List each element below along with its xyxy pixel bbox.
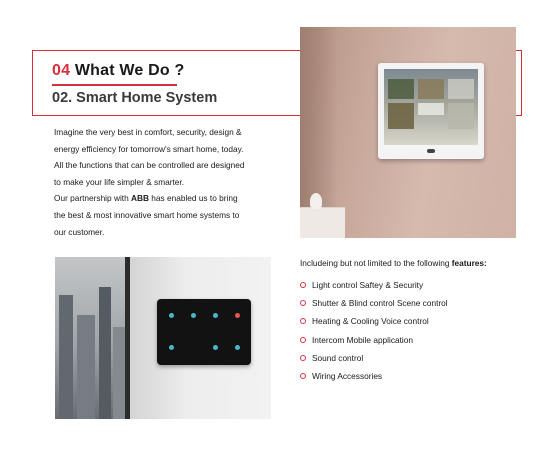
feature-item	[300, 367, 448, 385]
intro-line: to make your life simpler & smarter.	[54, 176, 185, 187]
feature-item	[300, 294, 448, 312]
feature-item	[300, 331, 448, 349]
feature-item	[300, 349, 448, 367]
fan-icon	[213, 313, 218, 318]
window-view	[55, 257, 125, 419]
section-subheading: 02. Smart Home System	[52, 90, 218, 106]
bullet-circle-icon	[300, 300, 306, 306]
screen-tile	[448, 103, 474, 129]
partner-brand: ABB	[131, 193, 149, 204]
panel-screen	[384, 69, 478, 145]
section-title: What We Do ?	[70, 62, 185, 79]
feature-label: Intercom Mobile application	[312, 334, 413, 345]
feature-label: Sound control	[312, 352, 364, 363]
screen-tile	[388, 103, 414, 129]
vase	[310, 193, 322, 209]
intro-line: Imagine the very best in comfort, security, design &	[54, 127, 242, 137]
bullet-circle-icon	[300, 282, 306, 288]
section-number: 04	[52, 62, 71, 79]
wall-panel-photo	[300, 27, 516, 238]
bullet-circle-icon	[300, 318, 306, 324]
panel-button	[427, 149, 435, 153]
screen-tile	[388, 79, 414, 99]
partnership-line	[54, 190, 288, 207]
settings-icon	[235, 345, 240, 350]
heading-underline	[52, 84, 177, 86]
partnership-line: the best & most innovative smart home systems to	[54, 209, 240, 220]
partnership-text: Our partnership with	[54, 193, 132, 204]
feature-label: Shutter & Blind control Scene control	[312, 298, 448, 309]
building	[113, 327, 125, 419]
scene-icon	[169, 345, 174, 350]
partnership-text: has enabled us to bring	[149, 193, 238, 204]
section-heading	[52, 62, 185, 80]
screen-tile	[418, 103, 444, 115]
touch-switch-panel	[157, 299, 251, 365]
building	[59, 295, 73, 419]
features-intro-bold: features:	[451, 258, 487, 268]
heating-icon	[235, 313, 240, 318]
cabinet	[300, 207, 345, 238]
wall-touch-panel	[378, 63, 484, 159]
intro-line: All the functions that can be controlled are designed	[54, 160, 245, 171]
bullet-circle-icon	[300, 337, 306, 343]
building	[99, 287, 111, 419]
partnership-line: our customer.	[54, 226, 105, 237]
features-intro	[300, 258, 487, 268]
bullet-circle-icon	[300, 373, 306, 379]
screen-tile	[448, 79, 474, 99]
feature-list	[300, 276, 448, 385]
feature-label: Light control Saftey & Security	[312, 280, 424, 290]
feature-item	[300, 312, 448, 330]
feature-item	[300, 276, 448, 294]
intro-paragraph	[54, 124, 288, 240]
building	[77, 315, 95, 419]
blind-icon	[191, 313, 196, 318]
temperature-icon	[213, 345, 218, 350]
bullet-circle-icon	[300, 355, 306, 361]
room-switch-photo	[55, 257, 271, 419]
light-icon	[169, 313, 174, 318]
feature-label: Wiring Accessories	[312, 370, 383, 381]
intro-line: energy efficiency for tomorrow's smart home, today.	[54, 143, 244, 154]
screen-tile	[418, 79, 444, 99]
feature-label: Heating & Cooling Voice control	[312, 316, 429, 327]
features-intro-text: Includeing but not limited to the following	[300, 258, 452, 268]
